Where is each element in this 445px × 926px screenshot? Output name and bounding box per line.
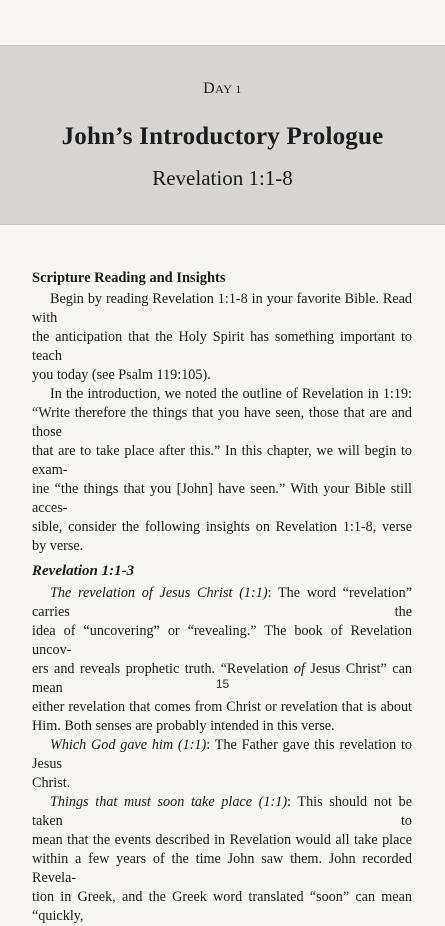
paragraph-2 bbox=[32, 385, 412, 556]
term: The revelation of Jesus Christ (1:1) bbox=[50, 585, 268, 601]
text-line: ine “the things that you [John] have seen.” With your Bible still acces- bbox=[32, 481, 412, 516]
text-line: Him. Both senses are probably intended in this verse. bbox=[32, 718, 335, 734]
text-line: Things that must soon take place (1:1): This should not be taken to bbox=[32, 794, 412, 829]
paragraph-5 bbox=[32, 793, 412, 926]
paragraph-3 bbox=[32, 584, 412, 736]
text-line: In the introduction, we noted the outline of Revelation in 1:19: bbox=[50, 386, 412, 402]
section-heading: Scripture Reading and Insights bbox=[32, 270, 226, 286]
text-line: that are to take place after this.” In this chapter, we will begin to exam- bbox=[32, 443, 412, 478]
sub-heading: Revelation 1:1-3 bbox=[32, 563, 135, 579]
term: Things that must soon take place (1:1) bbox=[50, 794, 288, 810]
text-line: Begin by reading Revelation 1:1-8 in your favorite Bible. Read with bbox=[32, 291, 412, 326]
term: Which God gave him (1:1) bbox=[50, 737, 207, 753]
text-line: either revelation that comes from Christ or revelation that is about bbox=[32, 699, 412, 715]
text-line: idea of “uncovering” or “revealing.” The book of Revelation uncov- bbox=[32, 623, 412, 658]
chapter-reference: Revelation 1:1-8 bbox=[152, 166, 293, 190]
text-line: “Write therefore the things that you have seen, those that are and those bbox=[32, 405, 412, 440]
text-line: Christ. bbox=[32, 775, 71, 791]
text-line: sible, consider the following insights on Revelation 1:1-8, verse by verse. bbox=[32, 519, 412, 554]
paragraph-1 bbox=[32, 290, 412, 385]
page-number: 15 bbox=[215, 677, 230, 691]
text-line: the anticipation that the Holy Spirit has something important to teach bbox=[32, 329, 412, 364]
text-line: Which God gave him (1:1): The Father gave this revelation to Jesus bbox=[32, 737, 412, 772]
page-body bbox=[32, 269, 412, 926]
text-line: The revelation of Jesus Christ (1:1): The word “revelation” carries the bbox=[32, 585, 413, 620]
text-line: mean that the events described in Revelation would all take place bbox=[32, 832, 412, 848]
paragraph-4 bbox=[32, 736, 412, 793]
text-line: you today (see Psalm 119:105). bbox=[32, 367, 211, 383]
text-line: ers and reveals prophetic truth. “Revelation of Jesus Christ” can mean bbox=[32, 661, 412, 696]
text-line: within a few years of the time John saw them. John recorded Revela- bbox=[32, 851, 412, 886]
chapter-title: John’s Introductory Prologue bbox=[61, 123, 384, 150]
text-line: tion in Greek, and the Greek word translated “soon” can mean “quickly, bbox=[32, 889, 412, 924]
day-label: DAY 1 bbox=[203, 80, 242, 97]
